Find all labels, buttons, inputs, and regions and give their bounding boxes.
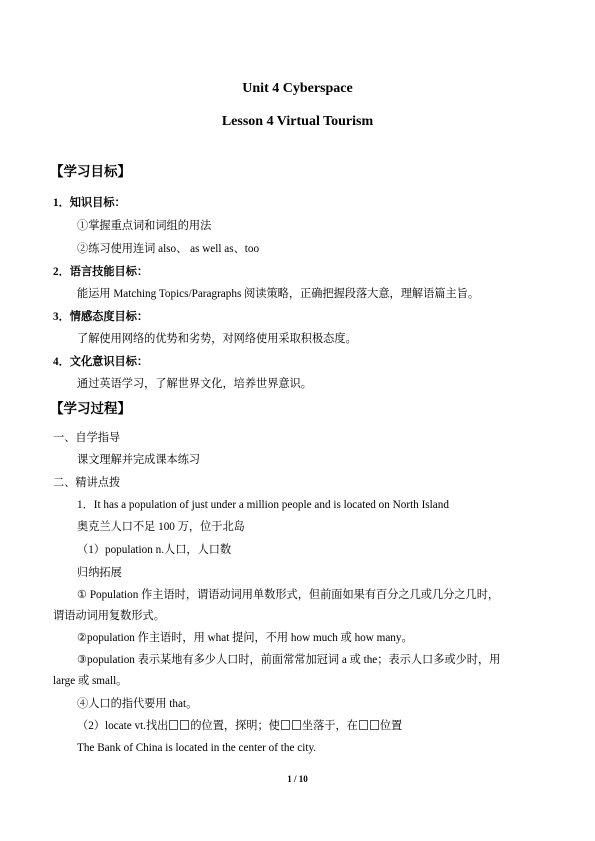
- example-locate: The Bank of China is located in the center of the city.: [77, 742, 317, 754]
- rule3-line2: large 或 small。: [53, 675, 128, 687]
- rule2: ②population 作主语时，用 what 提问，不用 how much 或 how many。: [77, 632, 413, 644]
- goal1-label: 1．知识目标：: [53, 197, 126, 209]
- rule3-line1: ③population 表示某地有多少人口时，前面常常加冠词 a 或 the；表示人口多或少时，用: [77, 654, 501, 666]
- blank-box: [180, 720, 189, 730]
- goal1-item2: ②练习使用连词 also、 as well as、too: [77, 243, 260, 255]
- page-number: 1 / 10: [287, 774, 308, 784]
- goal1-item1: ①掌握重点词和词组的用法: [77, 220, 212, 232]
- goal3-label: 3．情感态度目标：: [53, 311, 149, 323]
- sentence-translation: 奥克兰人口不足 100 万，位于北岛: [77, 521, 245, 533]
- blank-box: [292, 720, 301, 730]
- point2-text-c: 坐落于，在: [301, 720, 358, 732]
- goal4-text: 通过英语学习，了解世界文化，培养世界意识。: [77, 378, 312, 390]
- goal3-text: 了解使用网络的优势和劣势，对网络使用采取积极态度。: [77, 333, 357, 345]
- part1-label: 一、自学指导: [53, 432, 121, 444]
- example-sentence: 1．It has a population of just under a million people and is located on North Island: [77, 499, 449, 511]
- part1-text: 课文理解并完成课本练习: [77, 454, 201, 466]
- point2-text-b: 的位置，探明；使: [190, 720, 280, 732]
- part2-label: 二、精讲点拨: [53, 477, 121, 489]
- document-subtitle: Lesson 4 Virtual Tourism: [221, 114, 374, 129]
- goal2-text: 能运用 Matching Topics/Paragraphs 阅读策略，正确把握段落大意，理解语篇主旨。: [77, 288, 480, 300]
- blank-box: [281, 720, 290, 730]
- document-title: Unit 4 Cyberspace: [242, 81, 353, 96]
- goal4-label: 4．文化意识目标：: [53, 356, 149, 368]
- point2-text-d: 位置: [379, 720, 403, 732]
- point2-text-a: （2）locate vt.找出: [77, 720, 169, 732]
- point1-heading: （1）population n.人口，人口数: [77, 544, 232, 556]
- blank-box: [370, 720, 379, 730]
- section-heading-goals: 【学习目标】: [50, 164, 131, 179]
- blank-box: [359, 720, 368, 730]
- goal2-label: 2．语言技能目标：: [53, 266, 149, 278]
- point2-heading: [77, 719, 402, 733]
- summary-heading: 归纳拓展: [77, 567, 122, 579]
- rule4: ④人口的指代要用 that。: [77, 698, 198, 710]
- rule1-line2: 谓语动词用复数形式。: [53, 610, 165, 622]
- blank-box: [169, 720, 178, 730]
- rule1-line1: ① Population 作主语时，谓语动词用单数形式，但前面如果有百分之几或几分之几时，: [77, 589, 500, 601]
- section-heading-process: 【学习过程】: [50, 401, 131, 416]
